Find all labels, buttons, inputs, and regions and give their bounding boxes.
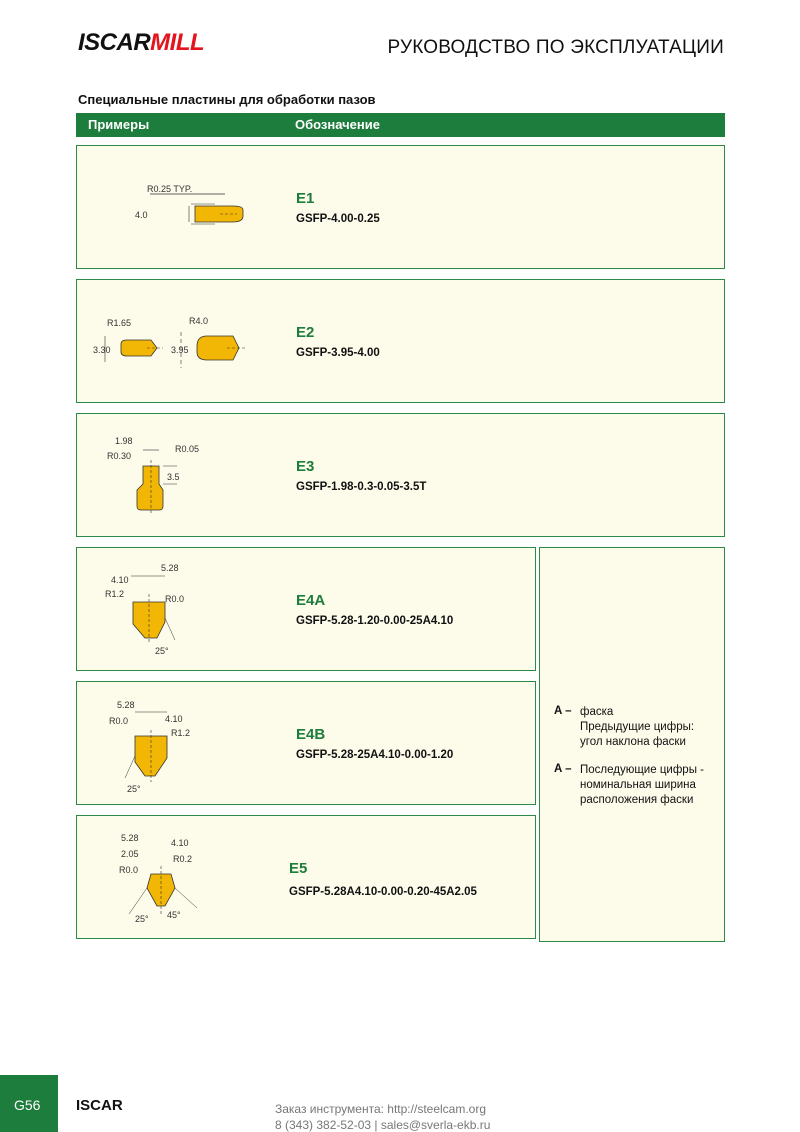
dim-label: 5.28	[121, 833, 139, 843]
insert-code: E1	[296, 190, 315, 207]
column-header-designation: Обозначение	[295, 117, 380, 132]
insert-code: E3	[296, 458, 315, 475]
dim-label: R0.0	[119, 865, 139, 875]
insert-drawing-e1	[125, 184, 255, 239]
dim-label: 3.5	[167, 472, 180, 482]
dim-label: 3.30	[93, 345, 111, 355]
insert-designation: GSFP-1.98-0.3-0.05-3.5T	[296, 481, 427, 493]
dim-label: R0.0	[165, 594, 185, 604]
iscarmill-logo	[78, 30, 204, 56]
dim-label: 25°	[135, 914, 149, 924]
legend-key: A –	[554, 705, 572, 717]
dim-label: 4.10	[111, 575, 129, 585]
dim-label: 5.28	[161, 563, 179, 573]
table-row-e4a	[76, 547, 536, 671]
column-header-examples: Примеры	[88, 117, 150, 132]
section-title: Специальные пластины для обработки пазов	[78, 92, 376, 107]
dim-label: 25°	[155, 646, 169, 656]
dim-label: 1.98	[115, 436, 133, 446]
insert-designation: GSFP-5.28A4.10-0.00-0.20-45A2.05	[289, 886, 477, 898]
dim-label: 25°	[127, 784, 141, 794]
insert-drawing-e2	[87, 312, 267, 377]
dim-label: R0.2	[173, 854, 193, 864]
table-row-e5	[76, 815, 536, 939]
insert-drawing-e3	[101, 432, 211, 522]
dim-label: R4.0	[189, 316, 209, 326]
insert-code: E4A	[296, 592, 326, 609]
insert-code: E4B	[296, 726, 326, 743]
legend-line: номинальная ширина	[580, 779, 696, 791]
insert-designation: GSFP-4.00-0.25	[296, 213, 380, 225]
dim-label: R1.65	[107, 318, 132, 328]
dim-label: R0.0	[109, 716, 129, 726]
document-title: РУКОВОДСТВО ПО ЭКСПЛУАТАЦИИ	[387, 37, 724, 58]
legend-line: Предыдущие цифры:	[580, 721, 695, 733]
dim-label: 4.0	[135, 210, 148, 220]
table-row-e2	[76, 279, 725, 403]
insert-drawing-e4b	[101, 700, 221, 800]
logo-part-mill: MILL	[150, 29, 205, 56]
footer-brand: ISCAR	[76, 1097, 123, 1114]
insert-designation: GSFP-5.28-25A4.10-0.00-1.20	[296, 749, 454, 761]
legend-line: Последующие цифры -	[580, 764, 704, 776]
dim-label: R1.2	[105, 589, 125, 599]
legend-line: угол наклона фаски	[580, 736, 686, 748]
insert-code: E5	[289, 860, 308, 877]
table-row-e1	[76, 145, 725, 269]
dim-label: 5.28	[117, 700, 135, 710]
table-header	[76, 113, 725, 137]
logo-part-iscar: ISCAR	[78, 29, 151, 56]
legend-text	[580, 705, 694, 750]
dim-label: R0.05	[175, 444, 200, 454]
insert-drawing-e4a	[101, 562, 221, 662]
legend-line: фаска	[580, 706, 614, 718]
dim-label: R0.30	[107, 451, 132, 461]
legend-key: A –	[554, 763, 572, 775]
legend-panel	[539, 547, 725, 942]
dim-label: 45°	[167, 910, 181, 920]
dim-label: 4.10	[171, 838, 189, 848]
legend-text	[580, 763, 704, 808]
page-number: G56	[14, 1097, 41, 1113]
insert-designation: GSFP-5.28-1.20-0.00-25A4.10	[296, 615, 454, 627]
table-row-e3	[76, 413, 725, 537]
insert-drawing-e5	[101, 830, 231, 930]
insert-designation: GSFP-3.95-4.00	[296, 347, 380, 359]
legend-line: расположения фаски	[580, 794, 694, 806]
insert-code: E2	[296, 324, 315, 341]
footer-order-link[interactable]: Заказ инструмента: http://steelcam.org	[275, 1102, 487, 1116]
dim-label: 3.95	[171, 345, 189, 355]
dim-label: 2.05	[121, 849, 139, 859]
table-row-e4b	[76, 681, 536, 805]
dim-label: 4.10	[165, 714, 183, 724]
dim-label: R0.25 TYP.	[147, 184, 193, 194]
dim-label: R1.2	[171, 728, 191, 738]
footer-contacts[interactable]: 8 (343) 382-52-03 | sales@sverla-ekb.ru	[275, 1118, 491, 1132]
